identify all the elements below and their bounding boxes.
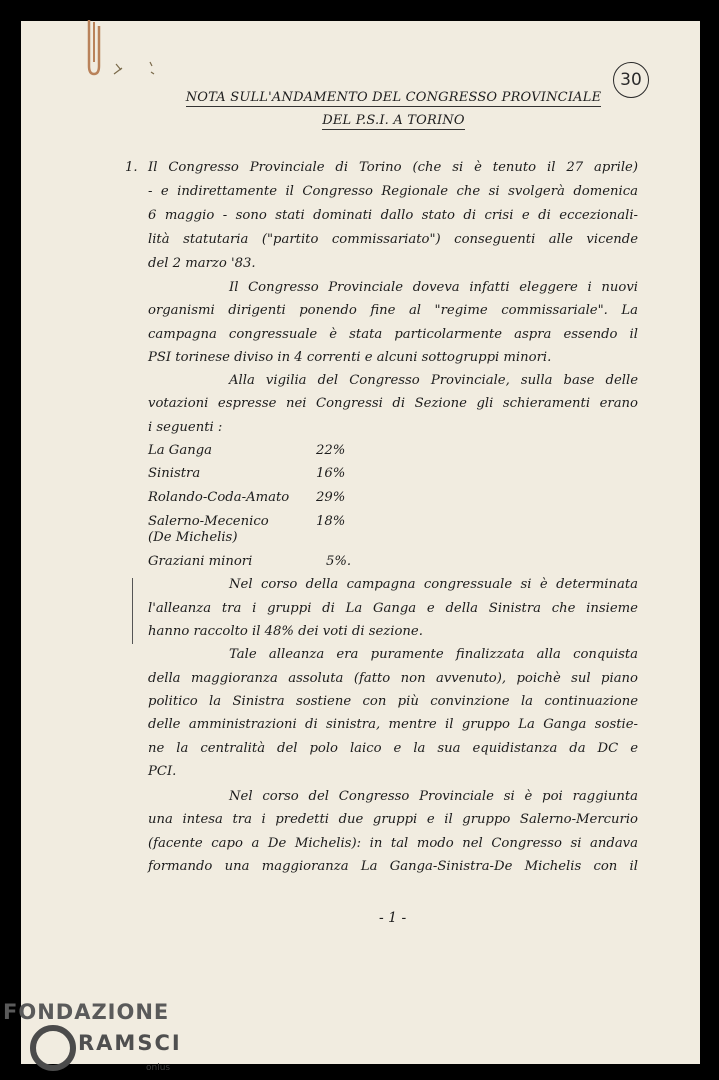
- p5-line-3: politico la Sinistra sostiene con più convinzione la continuazione: [148, 694, 638, 709]
- p1-line-2: - e indirettamente il Congresso Regionale che si svolgerà domenica: [148, 184, 638, 199]
- pen-mark-icon: [112, 58, 162, 80]
- watermark-line-1: FONDAZIONE: [3, 1000, 170, 1024]
- faction-name: La Ganga: [148, 443, 213, 458]
- faction-name: Rolando-Coda-Amato: [148, 490, 290, 505]
- p1-line-1: Il Congresso Provinciale di Torino (che si è tenuto il 27 aprile): [148, 160, 638, 175]
- p2-line-4: PSI torinese diviso in 4 correnti e alcuni sottogruppi minori.: [148, 350, 552, 365]
- p3-line-3: i seguenti :: [148, 420, 223, 435]
- document-subtitle: DEL P.S.I. A TORINO: [322, 113, 465, 128]
- watermark-logo: [30, 1025, 190, 1080]
- faction-name: Graziani minori: [148, 554, 253, 569]
- document-title: NOTA SULL'ANDAMENTO DEL CONGRESSO PROVINCIALE: [185, 90, 602, 105]
- p1-line-3: 6 maggio - sono stati dominati dallo stato di crisi e di eccezionali-: [148, 208, 638, 223]
- faction-name: Salerno-Mecenico: [148, 514, 269, 529]
- p5-line-1: Tale alleanza era puramente finalizzata alla conquista: [229, 647, 638, 662]
- p4-line-3: hanno raccolto il 48% dei voti di sezione.: [148, 624, 423, 639]
- margin-mark: [132, 578, 133, 644]
- p5-line-5: ne la centralità del polo laico e la sua equidistanza da DC e: [148, 741, 638, 756]
- paperclip-icon: [83, 18, 105, 78]
- p4-line-2: l'alleanza tra i gruppi di La Ganga e della Sinistra che insieme: [148, 601, 638, 616]
- faction-pct: 29%: [316, 490, 346, 505]
- faction-pct: 22%: [316, 443, 346, 458]
- p1-line-4: lità statutaria ("partito commissariato") conseguenti alle vicende: [148, 232, 638, 247]
- archive-page-stamp: 30: [613, 62, 649, 98]
- logo-g-icon: [30, 1025, 76, 1071]
- watermark-sub: onlus: [146, 1063, 171, 1073]
- p3-line-2: votazioni espresse nei Congressi di Sezione gli schieramenti erano: [148, 396, 638, 411]
- p2-line-3: campagna congressuale è stata particolarmente aspra essendo il: [148, 327, 638, 342]
- faction-name: Sinistra: [148, 466, 201, 481]
- p5-line-6: PCI.: [148, 764, 177, 779]
- faction-pct: 18%: [316, 514, 346, 529]
- p2-line-2: organismi dirigenti ponendo fine al "regime commissariale". La: [148, 303, 638, 318]
- watermark-line-2: RAMSCI: [78, 1031, 182, 1055]
- p6-line-2: una intesa tra i predetti due gruppi e il gruppo Salerno-Mercurio: [148, 812, 638, 827]
- faction-subname: (De Michelis): [148, 530, 238, 545]
- p4-line-1: Nel corso della campagna congressuale si è determinata: [229, 577, 638, 592]
- p6-line-1: Nel corso del Congresso Provinciale si è poi raggiunta: [229, 789, 638, 804]
- p6-line-4: formando una maggioranza La Ganga-Sinistra-De Michelis con il: [148, 859, 638, 874]
- section-number: 1.: [125, 160, 138, 175]
- p1-line-5: del 2 marzo '83.: [148, 256, 256, 271]
- faction-pct: 5%.: [326, 554, 352, 569]
- p5-line-4: delle amministrazioni di sinistra, mentre il gruppo La Ganga sostie-: [148, 717, 638, 732]
- p2-line-1: Il Congresso Provinciale doveva infatti eleggere i nuovi: [229, 280, 638, 295]
- p6-line-3: (facente capo a De Michelis): in tal modo nel Congresso si andava: [148, 836, 638, 851]
- page-footer-number: - 1 -: [379, 910, 407, 926]
- p3-line-1: Alla vigilia del Congresso Provinciale, sulla base delle: [229, 373, 638, 388]
- faction-pct: 16%: [316, 466, 346, 481]
- p5-line-2: della maggioranza assoluta (fatto non avvenuto), poichè sul piano: [148, 671, 638, 686]
